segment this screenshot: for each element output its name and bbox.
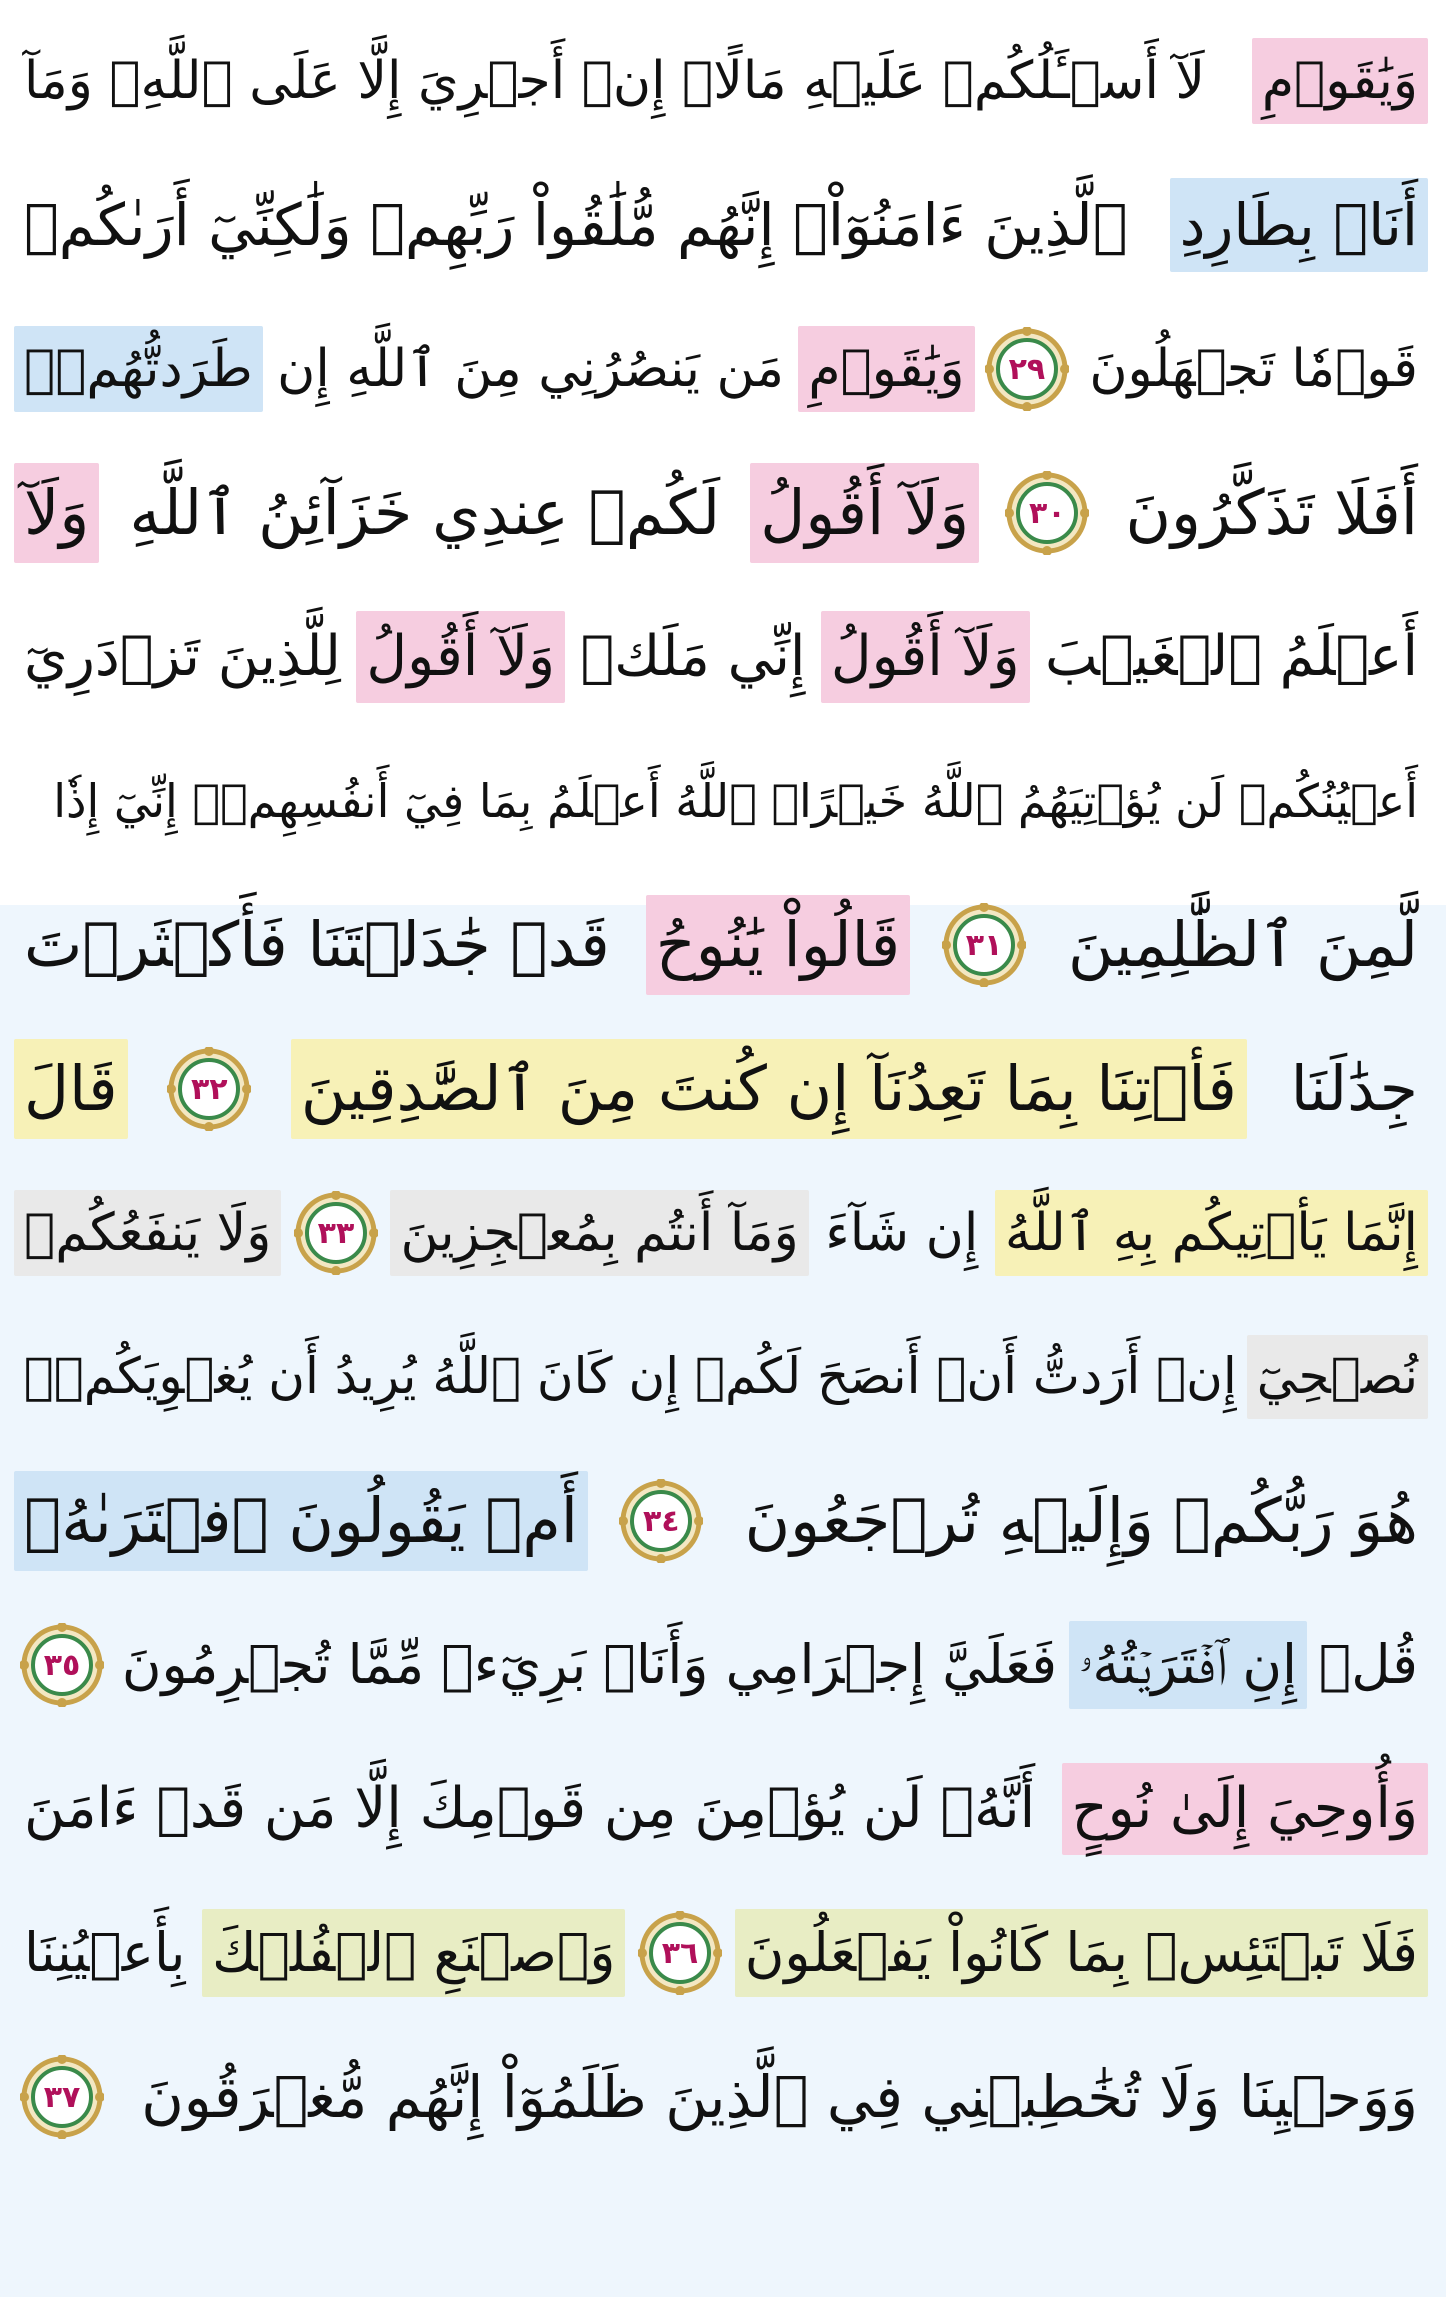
text-line <box>14 1880 1428 2026</box>
text-line <box>14 440 1428 586</box>
ayah-number: ٣٢ <box>190 1071 228 1107</box>
text-line <box>14 1736 1428 1882</box>
verse-text: أَنَّهُۥ لَن يُؤۡمِنَ مِن قَوۡمِكَ إِلَّا مَن قَدۡ ءَامَنَ <box>24 1776 1036 1842</box>
highlighted-phrase: طَرَدتُّهُمۡۚ <box>14 326 263 412</box>
ayah-number: ٣٧ <box>43 2079 81 2115</box>
text-line <box>14 152 1428 298</box>
text-line <box>14 1592 1428 1738</box>
verse-text: فَعَلَيَّ إِجۡرَامِي وَأَنَا۠ بَرِيٓءٞ مِّمَّا تُجۡرِمُونَ <box>121 1632 1058 1696</box>
highlighted-phrase: نُصۡحِيٓ <box>1247 1335 1428 1419</box>
highlighted-phrase: أَنَا۠ بِطَارِدِ <box>1170 178 1428 272</box>
text-line <box>14 584 1428 730</box>
verse-text: ٱلَّذِينَ ءَامَنُوٓاْۚ إِنَّهُم مُّلَٰقُواْ رَبِّهِمۡ وَلَٰكِنِّيٓ أَرَىٰكُمۡ <box>24 190 1128 259</box>
ayah-number-marker <box>619 1479 703 1563</box>
text-line <box>14 728 1428 874</box>
text-line <box>14 1448 1428 1594</box>
text-line <box>14 296 1428 442</box>
verse-text: قَدۡ جَٰدَلۡتَنَا فَأَكۡثَرۡتَ <box>24 908 610 982</box>
highlighted-phrase: وَلَا يَنفَعُكُمۡ <box>14 1190 281 1276</box>
highlighted-phrase: وَٱصۡنَعِ ٱلۡفُلۡكَ <box>202 1909 625 1998</box>
highlighted-phrase: وَمَآ أَنتُم بِمُعۡجِزِينَ <box>390 1190 808 1276</box>
verse-text: مَن يَنصُرُنِي مِنَ ٱللَّهِ إِن <box>277 338 784 399</box>
highlighted-phrase: وَلَآ أَقُولُ <box>356 611 565 703</box>
ayah-number-marker <box>942 903 1026 987</box>
text-line <box>14 872 1428 1018</box>
highlighted-phrase: وَيَٰقَوۡمِ <box>1252 38 1428 124</box>
verse-text: لَّمِنَ ٱلظَّٰلِمِينَ <box>1068 908 1418 982</box>
text-line <box>14 1016 1428 1162</box>
verse-text: إِن شَآءَ <box>825 1202 979 1263</box>
highlighted-phrase: وَلَآ أَقُولُ <box>750 463 979 563</box>
ayah-number-marker <box>1005 471 1089 555</box>
verse-text: قَوۡمٗا تَجۡهَلُونَ <box>1089 338 1418 399</box>
highlighted-phrase: وَلَآ أَقُولُ <box>821 611 1030 703</box>
highlighted-phrase: فَلَا تَبۡتَئِسۡ بِمَا كَانُواْ يَفۡعَلُونَ <box>735 1909 1428 1998</box>
ayah-number-marker <box>294 1191 378 1275</box>
ayah-number-marker <box>638 1911 722 1995</box>
ayah-number-marker <box>167 1047 251 1131</box>
highlighted-phrase: قَالَ <box>14 1039 128 1139</box>
text-line <box>14 8 1428 154</box>
highlighted-phrase: إِنَّمَا يَأۡتِيكُم بِهِ ٱللَّهُ <box>995 1190 1428 1276</box>
text-line <box>14 1304 1428 1450</box>
highlighted-phrase: إِنِ ٱفۡتَرَيۡتُهُۥ <box>1069 1621 1307 1710</box>
ayah-number: ٣٥ <box>43 1647 81 1683</box>
verse-text: إِنِّي مَلَكٞ <box>580 624 806 690</box>
verse-text: بِأَعۡيُنِنَا <box>24 1920 186 1984</box>
text-line <box>14 1160 1428 1306</box>
ayah-number-marker <box>20 2055 104 2139</box>
highlighted-phrase: أَمۡ يَقُولُونَ ٱفۡتَرَىٰهُۖ <box>14 1471 588 1571</box>
highlighted-phrase: وَيَٰقَوۡمِ <box>798 326 974 412</box>
ayah-number: ٣٠ <box>1029 495 1066 531</box>
ayah-number-marker <box>985 327 1069 411</box>
text-line <box>14 2024 1428 2170</box>
verse-text: إِنۡ أَرَدتُّ أَنۡ أَنصَحَ لَكُمۡ إِن كَانَ ٱللَّهُ يُرِيدُ أَن يُغۡوِيَكُمۡۚ <box>23 1347 1237 1406</box>
verse-text: أَعۡيُنُكُمۡ لَن يُؤۡتِيَهُمُ ٱللَّهُ خَيۡرًاۖ ٱللَّهُ أَعۡلَمُ بِمَا فِيٓ أَنفُسِهِمۡۖ إِنِّيٓ إِذٗا <box>53 773 1418 828</box>
highlighted-phrase: وَأُوحِيَ إِلَىٰ نُوحٍ <box>1062 1763 1429 1855</box>
verse-text: قُلۡ <box>1318 1632 1418 1696</box>
verse-text: أَعۡلَمُ ٱلۡغَيۡبَ <box>1045 624 1418 690</box>
highlighted-phrase: وَلَآ <box>14 463 99 563</box>
verse-text: لَآ أَسۡـَٔلُكُمۡ عَلَيۡهِ مَالًاۖ إِنۡ أَجۡرِيَ إِلَّا عَلَى ٱللَّهِۚ وَمَآ <box>24 50 1206 111</box>
ayah-number: ٣٤ <box>642 1503 680 1539</box>
ayah-number: ٣٦ <box>661 1935 699 1971</box>
ayah-number-marker <box>20 1623 104 1707</box>
verse-text: هُوَ رَبُّكُمۡ وَإِلَيۡهِ تُرۡجَعُونَ <box>744 1484 1418 1558</box>
ayah-number: ٣٣ <box>317 1215 355 1251</box>
verse-text: جِدَٰلَنَا <box>1290 1052 1418 1126</box>
verse-text: لِلَّذِينَ تَزۡدَرِيٓ <box>24 624 341 690</box>
verse-text: لَكُمۡ عِندِي خَزَآئِنُ ٱللَّهِ <box>129 476 721 550</box>
highlighted-phrase: فَأۡتِنَا بِمَا تَعِدُنَآ إِن كُنتَ مِنَ ٱلصَّٰدِقِينَ <box>291 1039 1247 1139</box>
verse-text: أَفَلَا تَذَكَّرُونَ <box>1125 476 1418 550</box>
verse-text: وَوَحۡيِنَا وَلَا تُخَٰطِبۡنِي فِي ٱلَّذِينَ ظَلَمُوٓاْ إِنَّهُم مُّغۡرَقُونَ <box>141 2062 1418 2131</box>
ayah-number: ٣١ <box>965 927 1003 963</box>
highlighted-phrase: قَالُواْ يَٰنُوحُ <box>646 895 910 995</box>
ayah-number: ٢٩ <box>1008 351 1046 387</box>
